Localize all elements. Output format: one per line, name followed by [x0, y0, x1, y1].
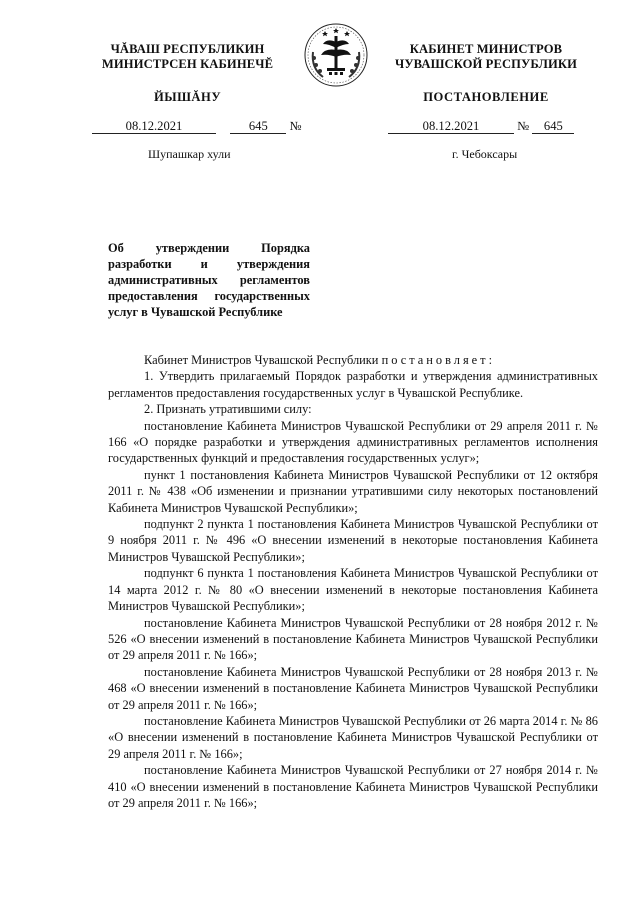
header-right-line1: КАБИНЕТ МИНИСТРОВ: [409, 42, 563, 56]
left-date: 08.12.2021: [92, 119, 216, 134]
place-right: г. Чебоксары: [452, 147, 518, 161]
paragraph-7: постановление Кабинета Министров Чувашской Республики от 28 ноября 2012 г. № 526 «О внесении изменений в постановление Кабинета Министров Чувашской Республики от 29 апреля 2011 г. № 166»;: [108, 615, 598, 663]
left-number-sign: №: [289, 119, 302, 133]
paragraph-3: постановление Кабинета Министров Чувашской Республики от 29 апреля 2011 г. № 166 «О порядке разработки и утверждения административных регламентов исполнения государственных функций и предоставления государственных услуг»;: [108, 418, 598, 466]
header-right-line2: ЧУВАШСКОЙ РЕСПУБЛИКИ: [394, 57, 577, 71]
header-left-line1: ЧĂВАШ РЕСПУБЛИКИН: [110, 42, 265, 56]
paragraph-4: пункт 1 постановления Кабинета Министров Чувашской Республики от 12 октября 2011 г. № 438 «Об изменении и признании утратившими силу некоторых постановлений Кабинета Министров Чувашской Республики»;: [108, 467, 598, 515]
header-left: [80, 42, 295, 72]
document-title: Об утверждении Порядка разработки и утверждения административных регламентов предоставления государственных услуг в Чувашской Республике: [108, 241, 310, 319]
date-line-right: [388, 119, 574, 134]
paragraph-8: постановление Кабинета Министров Чувашской Республики от 28 ноября 2013 г. № 468 «О внесении изменений в постановление Кабинета Министров Чувашской Республики от 29 апреля 2011 г. № 166»;: [108, 664, 598, 712]
paragraph-9: постановление Кабинета Министров Чувашской Республики от 26 марта 2014 г. № 86 «О внесении изменений в постановление Кабинета Министров Чувашской Республики от 29 апреля 2011 г. № 166»;: [108, 713, 598, 761]
header-right: [378, 42, 594, 72]
paragraph-6: подпункт 6 пункта 1 постановления Кабинета Министров Чувашской Республики от 14 марта 2012 г. № 80 «О внесении изменений в некоторые постановления Кабинета Министров Чувашской Республики»;: [108, 566, 598, 614]
document-body: [108, 352, 598, 811]
paragraph-2: 2. Признать утратившими силу:: [144, 402, 312, 417]
right-number-sign: №: [517, 119, 530, 133]
intro-prefix: Кабинет Министров Чувашской Республики: [144, 353, 379, 367]
paragraph-10: постановление Кабинета Министров Чувашской Республики от 27 ноября 2014 г. № 410 «О внесении изменений в постановление Кабинета Министров Чувашской Республики от 29 апреля 2011 г. № 166»;: [108, 763, 598, 810]
doc-type-left: ЙЫШĂНУ: [153, 90, 222, 104]
doc-type-right: ПОСТАНОВЛЕНИЕ: [423, 90, 549, 104]
left-number: 645: [230, 119, 286, 134]
header-left-line2: МИНИСТРСЕН КАБИНЕЧĔ: [101, 57, 274, 71]
date-line-left: [92, 119, 302, 134]
chuvash-emblem-icon: [303, 22, 369, 88]
intro-verb: постановляет:: [381, 353, 496, 367]
place-left: Шупашкар хули: [148, 147, 231, 161]
paragraph-5: подпункт 2 пункта 1 постановления Кабинета Министров Чувашской Республики от 9 ноября 2011 г. № 496 «О внесении изменений в некоторые постановления Кабинета Министров Чувашской Республики»;: [108, 517, 598, 564]
intro-paragraph: [108, 352, 598, 368]
right-number: 645: [532, 119, 574, 134]
paragraph-1: 1. Утвердить прилагаемый Порядок разработки и утверждения административных регламентов предоставления государственных услуг в Чувашской Республике.: [108, 369, 598, 400]
right-date: 08.12.2021: [388, 119, 514, 134]
